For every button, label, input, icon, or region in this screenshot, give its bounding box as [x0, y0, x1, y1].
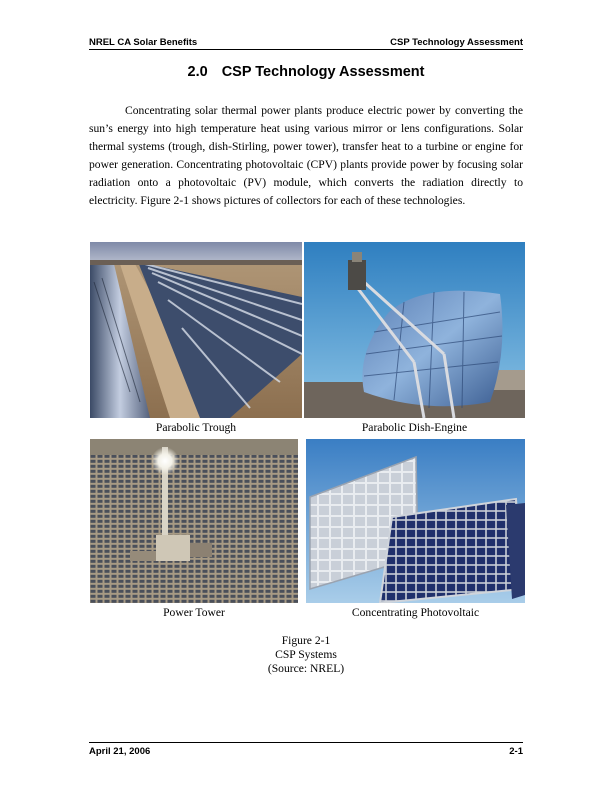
power-tower-caption: Power Tower — [163, 606, 225, 619]
figure-caption — [89, 634, 523, 676]
header-section-title: CSP Technology Assessment — [390, 37, 523, 48]
running-footer — [89, 742, 523, 756]
section-number: 2.0 — [187, 64, 208, 80]
section-heading — [89, 64, 523, 80]
body-paragraph: Concentrating solar thermal power plants produce electric power by converting the sun’s energy into high temperature heat using various mirror or lens configurations. Solar thermal systems (trough, dish-Stirling, power tower), transfer heat to a turbine or engine for power generation. Concentrating photovoltaic (CPV) plants provide power by focusing solar radiation onto a photovoltaic (PV) module, which converts the radiation directly to electricity. Figure 2-1 shows pictures of collectors for each of these technologies. — [89, 104, 523, 207]
power-tower-photo — [90, 439, 298, 603]
section-title: CSP Technology Assessment — [221, 64, 425, 80]
parabolic-dish-caption: Parabolic Dish-Engine — [361, 421, 468, 434]
concentrating-pv-photo — [306, 439, 525, 603]
figure-source: (Source: NREL) — [267, 662, 345, 675]
figure-title: CSP Systems — [275, 648, 337, 661]
figure-number: Figure 2-1 — [281, 634, 331, 647]
parabolic-trough-caption: Parabolic Trough — [155, 421, 237, 434]
running-header — [89, 36, 523, 50]
header-document-title: NREL CA Solar Benefits — [89, 37, 198, 48]
footer-date: April 21, 2006 — [89, 746, 151, 757]
page-number: 2-1 — [509, 746, 523, 757]
concentrating-pv-caption: Concentrating Photovoltaic — [351, 606, 480, 619]
parabolic-dish-photo — [304, 242, 525, 418]
parabolic-trough-photo — [90, 242, 302, 418]
